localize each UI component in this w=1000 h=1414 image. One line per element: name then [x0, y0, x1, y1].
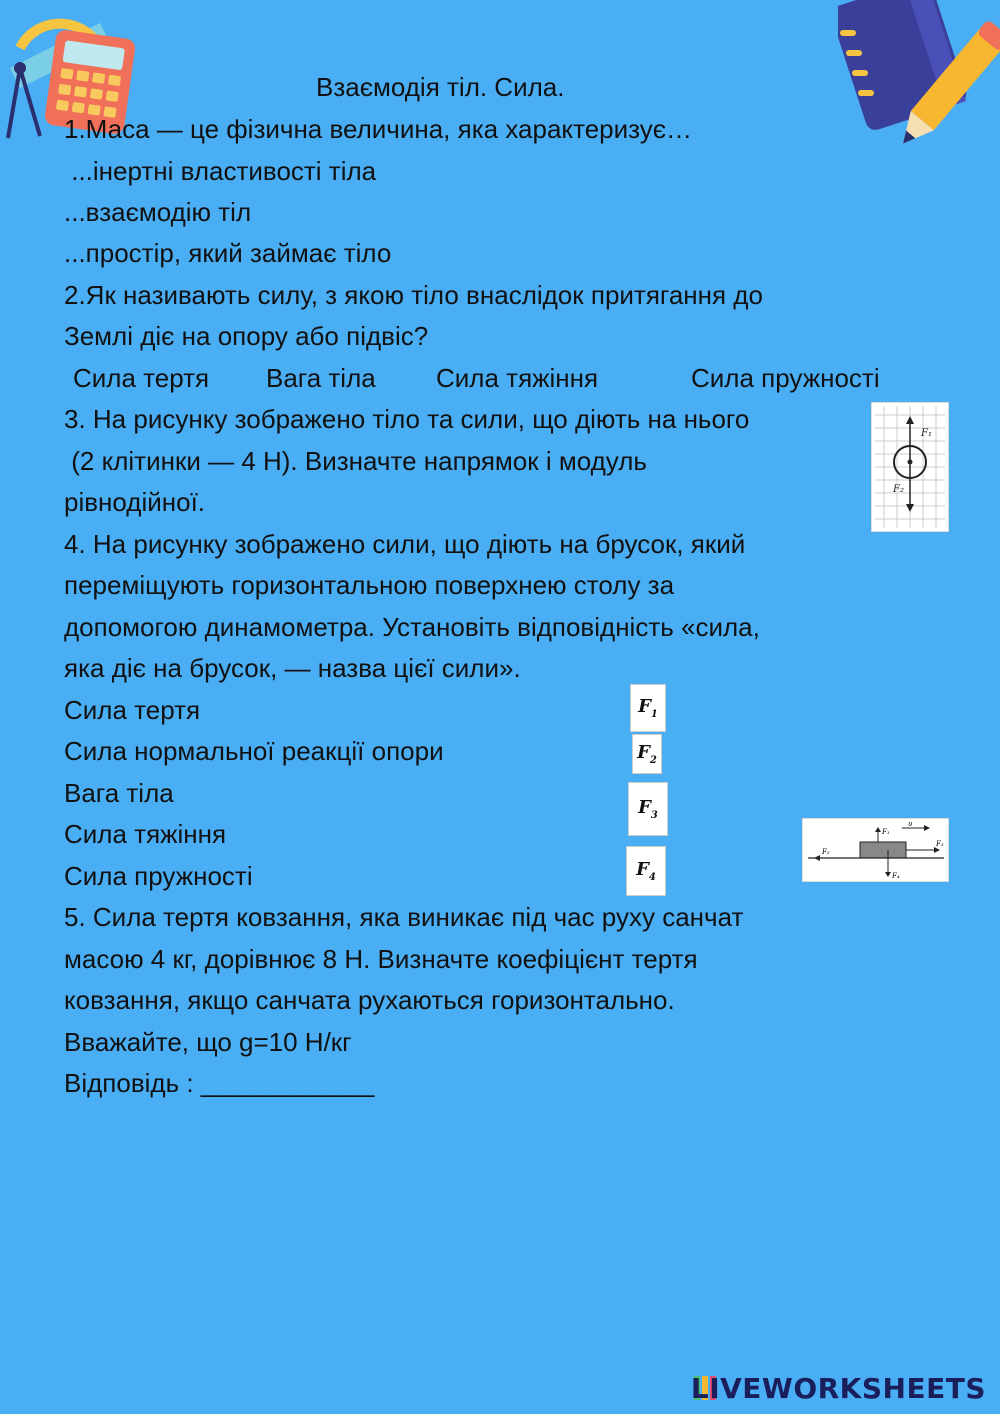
q5-question-line: ковзання, якщо санчата рухаються горизонтально.: [64, 985, 675, 1015]
q2-option[interactable]: Сила пружності: [691, 363, 880, 393]
q4-question-line: допомогою динамометра. Установіть відповідність «сила,: [64, 612, 760, 642]
q4-figure-label: υ: [908, 820, 913, 828]
q5-answer-field[interactable]: Відповідь : ____________: [64, 1068, 375, 1098]
q4-match-item[interactable]: Сила нормальної реакції опори: [64, 736, 444, 766]
q1-option[interactable]: ...інертні властивості тіла: [64, 156, 377, 186]
q5-question-line: масою 4 кг, дорівнює 8 Н. Визначте коефіцієнт тертя: [64, 944, 698, 974]
q4-question-line: переміщують горизонтальною поверхнею столу за: [64, 570, 675, 600]
q4-match-item[interactable]: Сила тяжіння: [64, 819, 227, 849]
q4-block-diagram: [802, 818, 949, 882]
q3-figure-label: F₁: [921, 428, 932, 439]
q1-question: 1.Маса — це фізична величина, яка характеризує…: [64, 114, 693, 144]
q1-option[interactable]: ...простір, який займає тіло: [64, 238, 392, 268]
q3-force-diagram: [871, 402, 949, 532]
q4-figure-label: F₂: [822, 848, 830, 856]
q4-question-line: яка діє на брусок, — назва цієї сили».: [64, 653, 521, 683]
q5-question-line: 5. Сила тертя ковзання, яка виникає під час руху санчат: [64, 902, 744, 932]
notebook-pencil-icon: [838, 0, 1000, 165]
q2-option[interactable]: Сила тертя: [73, 363, 210, 393]
q4-question-line: 4. На рисунку зображено сили, що діють на брусок, який: [64, 529, 746, 559]
force-card-f4[interactable]: $F_4$: [626, 846, 666, 896]
q2-option[interactable]: Вага тіла: [266, 363, 376, 393]
q2-question-line: Землі діє на опору або підвіс?: [64, 321, 429, 351]
force-card-f1[interactable]: $F_1$: [630, 684, 666, 732]
q4-figure-label: F₁: [882, 828, 890, 836]
q4-match-item[interactable]: Вага тіла: [64, 778, 174, 808]
q1-option[interactable]: ...взаємодію тіл: [64, 197, 252, 227]
q3-question-line: (2 клітинки — 4 Н). Визначте напрямок і модуль: [64, 446, 647, 476]
force-card-f2[interactable]: $F_2$: [632, 734, 662, 774]
q4-figure-label: F₃: [936, 840, 944, 848]
force-card-f3[interactable]: $F_3$: [628, 782, 668, 836]
q3-question-line: рівнодійної.: [64, 487, 206, 517]
q3-question-line: 3. На рисунку зображено тіло та сили, що діють на нього: [64, 404, 750, 434]
q4-figure-label: F₄: [892, 872, 900, 880]
q3-figure-label: F₂: [893, 484, 904, 495]
q5-question-line: Вважайте, що g=10 Н/кг: [64, 1027, 352, 1057]
liveworksheets-logo[interactable]: LIVEWORKSHEETS: [690, 1372, 986, 1405]
q4-match-item[interactable]: Сила тертя: [64, 695, 201, 725]
worksheet-title: Взаємодія тіл. Сила.: [316, 72, 565, 102]
q2-option[interactable]: Сила тяжіння: [436, 363, 599, 393]
q4-match-item[interactable]: Сила пружності: [64, 861, 253, 891]
q2-question-line: 2.Як називають силу, з якою тіло внаслідок притягання до: [64, 280, 763, 310]
